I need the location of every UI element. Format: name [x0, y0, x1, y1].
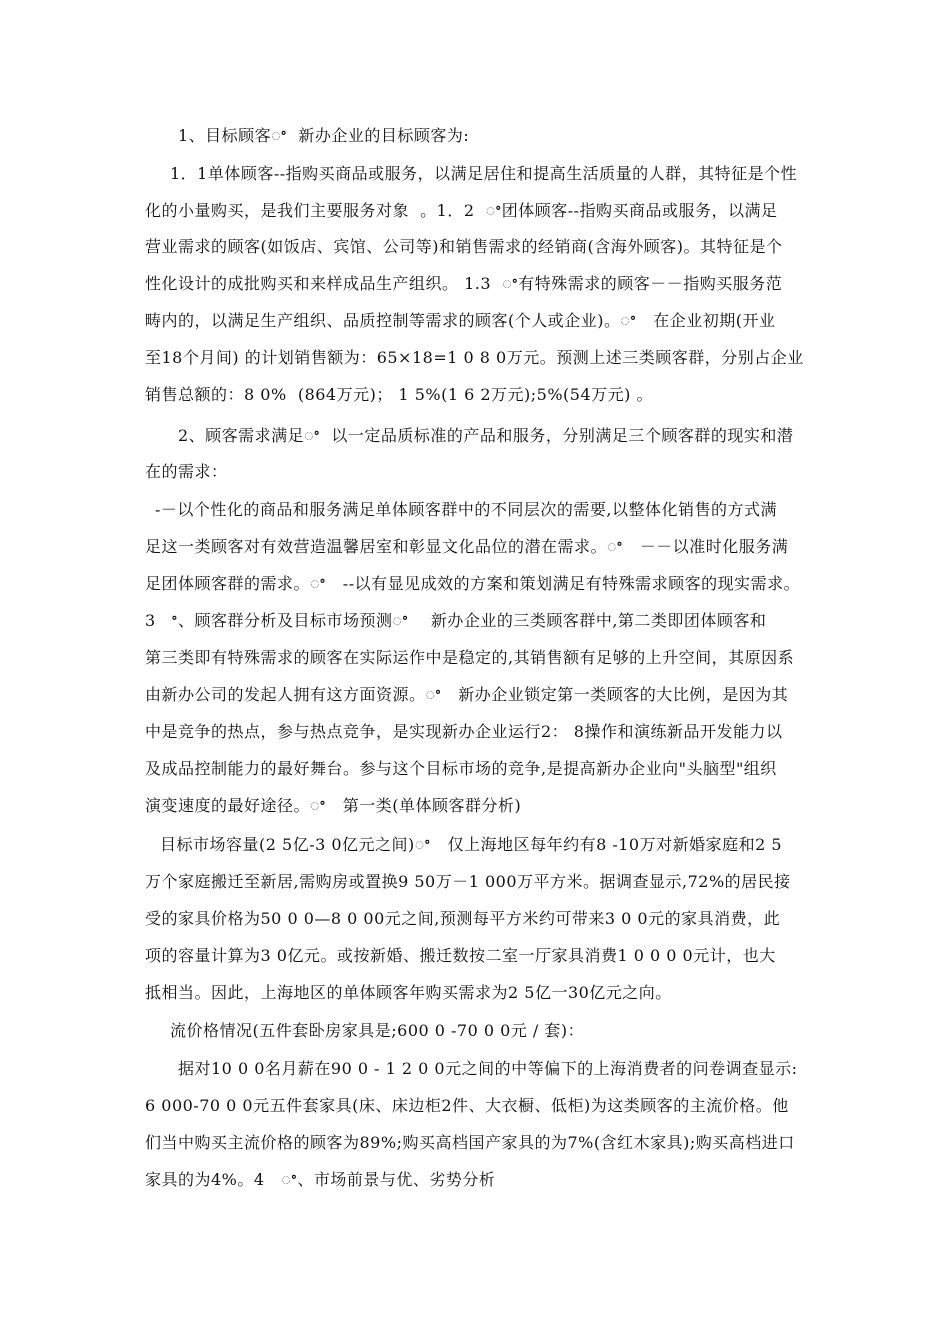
paragraph-line: 及成品控制能力的最好舞台。参与这个目标市场的竞争,是提高新办企业向"头脑型"组织	[145, 759, 777, 778]
paragraph-line: 1、目标顾客ꢀ 新办企业的目标顾客为:	[178, 126, 470, 145]
paragraph-line: 目标市场容量(2 5亿-3 0亿元之间)ꢀ 仅上海地区每年约有8 -10万对新婚家庭和2 5	[160, 835, 783, 854]
paragraph-line: 万个家庭搬迁至新居,需购房或置换9 50万－1 000万平方米。据调查显示,72%的居民接	[145, 872, 791, 891]
paragraph-line: 中是竞争的热点，参与热点竞争，是实现新办企业运行2： 8操作和演练新品开发能力以	[145, 722, 783, 741]
paragraph-line: 流价格情况(五件套卧房家具是;600 0 -70 0 0元 / 套)：	[170, 1021, 585, 1040]
paragraph-line: 演变速度的最好途径。ꢀ 第一类(单体顾客群分析)	[145, 796, 522, 815]
paragraph-line: 性化设计的成批购买和来样成品生产组织。 1.3 ꢀ有特殊需求的顾客－－指购买服务范	[145, 274, 783, 293]
paragraph-line: 营业需求的顾客(如饭店、宾馆、公司等)和销售需求的经销商(含海外顾客)。其特征是个	[145, 237, 783, 256]
paragraph-line: 6 000-70 0 0元五件套家具(床、床边柜2件、大衣橱、低柜)为这类顾客的主流价格。他	[145, 1096, 789, 1115]
paragraph-line: 据对10 0 0名月薪在90 0 - 1 2 0 0元之间的中等偏下的上海消费者的问卷调查显示:	[178, 1059, 798, 1078]
paragraph-line: 们当中购买主流价格的顾客为89%;购买高档国产家具的为7%(含红木家具);购买高档进口	[145, 1133, 795, 1152]
paragraph-line: 1．1单体顾客--指购买商品或服务，以满足居住和提高生活质量的人群，其特征是个性	[170, 164, 798, 183]
paragraph-line: 畴内的，以满足生产组织、品质控制等需求的顾客(个人或企业)。ꢀ 在企业初期(开业	[145, 311, 776, 330]
paragraph-line: 第三类即有特殊需求的顾客在实际运作中是稳定的,其销售额有足够的上升空间，其原因系	[145, 648, 795, 667]
paragraph-line: 3 ꢀ、顾客群分析及目标市场预测ꢀ 新办企业的三类顾客群中,第二类即团体顾客和	[145, 611, 767, 630]
paragraph-line: 在的需求：	[145, 462, 228, 481]
paragraph-line: 项的容量计算为3 0亿元。或按新婚、搬迁数按二室一厅家具消费1 0 0 0 0元计，也大	[145, 946, 776, 965]
paragraph-line: -－以个性化的商品和服务满足单体顾客群中的不同层次的需要,以整体化销售的方式满	[155, 500, 777, 519]
paragraph-line: 由新办公司的发起人拥有这方面资源。ꢀ 新办企业锁定第一类顾客的大比例，是因为其	[145, 685, 789, 704]
paragraph-line: 销售总额的：8 0% (864万元)； 1 5%(1 6 2万元);5%(54万元) 。	[145, 385, 653, 404]
paragraph-line: 家具的为4%。4 ꢀ、市场前景与优、劣势分析	[145, 1170, 496, 1189]
paragraph-line: 抵相当。因此，上海地区的单体顾客年购买需求为2 5亿一30亿元之向。	[145, 983, 672, 1002]
paragraph-line: 化的小量购买，是我们主要服务对象 。1．2 ꢀ团体顾客--指购买商品或服务，以满足	[145, 201, 778, 220]
paragraph-line: 足团体顾客群的需求。ꢀ --以有显见成效的方案和策划满足有特殊需求顾客的现实需求。	[145, 574, 801, 593]
paragraph-line: 足这一类顾客对有效营造温馨居室和彰显文化品位的潜在需求。ꢀ －－以准时化服务满	[145, 537, 789, 556]
paragraph-line: 2、顾客需求满足ꢀ 以一定品质标准的产品和服务，分别满足三个顾客群的现实和潜	[178, 426, 794, 445]
paragraph-line: 受的家具价格为50 0 0—8 0 00元之间,预测每平方米约可带来3 0 0元的家具消费，此	[145, 909, 781, 928]
paragraph-line: 至18个月间) 的计划销售额为：65×18=1 0 8 0万元。预测上述三类顾客群，分别占企业	[145, 348, 804, 367]
